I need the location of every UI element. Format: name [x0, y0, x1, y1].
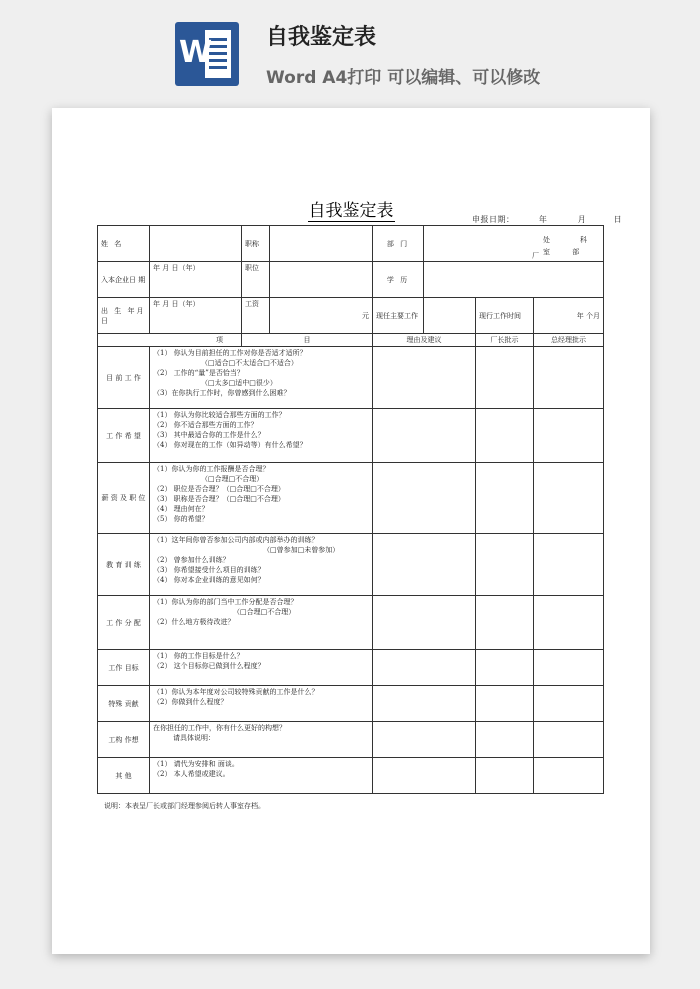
- factory-field[interactable]: [476, 758, 534, 794]
- section-questions: （1）你认为你的部门当中工作分配是否合理？ （□合理□不合理） （2）什么地方极待改进？: [150, 596, 373, 650]
- factory-field[interactable]: [476, 650, 534, 686]
- factory-field[interactable]: [476, 347, 534, 409]
- reason-field[interactable]: [373, 347, 476, 409]
- dept-label: 部 门: [373, 226, 424, 262]
- reason-field[interactable]: [373, 650, 476, 686]
- factory-field[interactable]: [476, 534, 534, 596]
- current-time-label: 现行工作时间: [476, 298, 534, 334]
- join-field[interactable]: 年 月 日（年）: [150, 262, 242, 298]
- section-cat: 特殊 贡献: [98, 686, 150, 722]
- reason-field[interactable]: [373, 686, 476, 722]
- word-letter: W: [179, 35, 213, 70]
- factory-field[interactable]: [476, 409, 534, 463]
- reason-field[interactable]: [373, 463, 476, 534]
- document-page: [52, 108, 650, 954]
- section-cat: 工构 作想: [98, 722, 150, 758]
- title-field[interactable]: [270, 226, 373, 262]
- word-icon: [175, 22, 239, 86]
- section-questions: （1）你认为本年度对公司较特殊贡献的工作是什么？ （2）你做到什么程度？: [150, 686, 373, 722]
- current-job-field[interactable]: [424, 298, 476, 334]
- assessment-table: [97, 225, 604, 794]
- section-cat: 工 作 希 望: [98, 409, 150, 463]
- gm-field[interactable]: [534, 650, 604, 686]
- edu-field[interactable]: [424, 262, 604, 298]
- banner-title: 自我鉴定表: [266, 25, 377, 50]
- dept-field[interactable]: [424, 226, 604, 262]
- section-questions: （1）这年间你曾否参加公司内部或内部举办的训练？ （□曾参加□未曾参加） （2） 曾参加什么训练？ （3） 你希望接受什么项目的训练？ （4） 你对本企业训练的意见如何？: [150, 534, 373, 596]
- birth-field[interactable]: 年 月 日（年）: [150, 298, 242, 334]
- document-title: 自我鉴定表: [308, 201, 394, 221]
- gm-field[interactable]: [534, 409, 604, 463]
- gm-field[interactable]: [534, 534, 604, 596]
- gm-field[interactable]: [534, 463, 604, 534]
- reason-field[interactable]: [373, 758, 476, 794]
- factory-text: 厂: [532, 252, 539, 260]
- current-time-field[interactable]: 年 个月: [534, 298, 604, 334]
- office-text: 处 科 室 部: [543, 236, 598, 256]
- wage-label: 工资: [242, 298, 270, 334]
- reason-field[interactable]: [373, 722, 476, 758]
- position-label: 职位: [242, 262, 270, 298]
- col-factory: 厂长批示: [476, 334, 534, 347]
- join-label: 入本企业日 期: [98, 262, 150, 298]
- factory-field[interactable]: [476, 463, 534, 534]
- section-cat: 其 他: [98, 758, 150, 794]
- wage-field[interactable]: 元: [270, 298, 373, 334]
- gm-field[interactable]: [534, 722, 604, 758]
- section-questions: （1）你认为你的工作报酬是否合理？ （□合理□不合理） （2） 职位是否合理？（□合理□不合理） （3） 职称是否合理？（□合理□不合理） （4） 理由何在？ （5） 你的希望？: [150, 463, 373, 534]
- reason-field[interactable]: [373, 409, 476, 463]
- factory-field[interactable]: [476, 686, 534, 722]
- section-questions: （1） 你认为你比较适合那些方面的工作？ （2） 你不适合那些方面的工作？ （3） 其中最适合你的工作是什么？ （4） 你对现在的工作（如异动等）有什么希望？: [150, 409, 373, 463]
- birth-label: 出 生 年月日: [98, 298, 150, 334]
- edu-label: 学 历: [373, 262, 424, 298]
- gm-field[interactable]: [534, 596, 604, 650]
- reason-field[interactable]: [373, 596, 476, 650]
- current-job-label: 现任主要工作: [373, 298, 424, 334]
- gm-field[interactable]: [534, 758, 604, 794]
- banner-subtitle: Word A4打印 可以编辑、可以修改: [266, 68, 541, 88]
- col-gm: 总经理批示: [534, 334, 604, 347]
- factory-field[interactable]: [476, 722, 534, 758]
- section-cat: 薪 资 及 职 位: [98, 463, 150, 534]
- section-cat: 工作 目标: [98, 650, 150, 686]
- col-reason: 理由及建议: [373, 334, 476, 347]
- gm-field[interactable]: [534, 347, 604, 409]
- position-field[interactable]: [270, 262, 373, 298]
- banner: [0, 0, 700, 100]
- section-cat: 教 育 训 练: [98, 534, 150, 596]
- section-questions: （1） 你认为目前担任的工作对你是否适才适所？ （□适合□不太适合□不适合） （2） 工作的“量”是否恰当？ （□太多□适中□很少） （3）在你执行工作时，你曾感到什么困难？: [150, 347, 373, 409]
- name-label: 姓 名: [98, 226, 150, 262]
- name-field[interactable]: [150, 226, 242, 262]
- col-mid: 目: [242, 334, 373, 347]
- gm-field[interactable]: [534, 686, 604, 722]
- footnote: 说明：本表呈厂长或部门经理参阅后转人事室存档。: [104, 802, 265, 810]
- section-cat: 工 作 分 配: [98, 596, 150, 650]
- factory-field[interactable]: [476, 596, 534, 650]
- section-questions: （1） 请代为安排和 面谈。 （2） 本人希望或建议。: [150, 758, 373, 794]
- section-questions: （1） 你的工作目标是什么？ （2） 这个目标你已做到什么程度？: [150, 650, 373, 686]
- title-label: 职称: [242, 226, 270, 262]
- col-item: 项: [98, 334, 242, 347]
- date-line: 申报日期： 年 月 日: [472, 215, 623, 224]
- section-questions: 在你担任的工作中，你有什么更好的构想？ 请具体说明：: [150, 722, 373, 758]
- reason-field[interactable]: [373, 534, 476, 596]
- section-cat: 目 前 工 作: [98, 347, 150, 409]
